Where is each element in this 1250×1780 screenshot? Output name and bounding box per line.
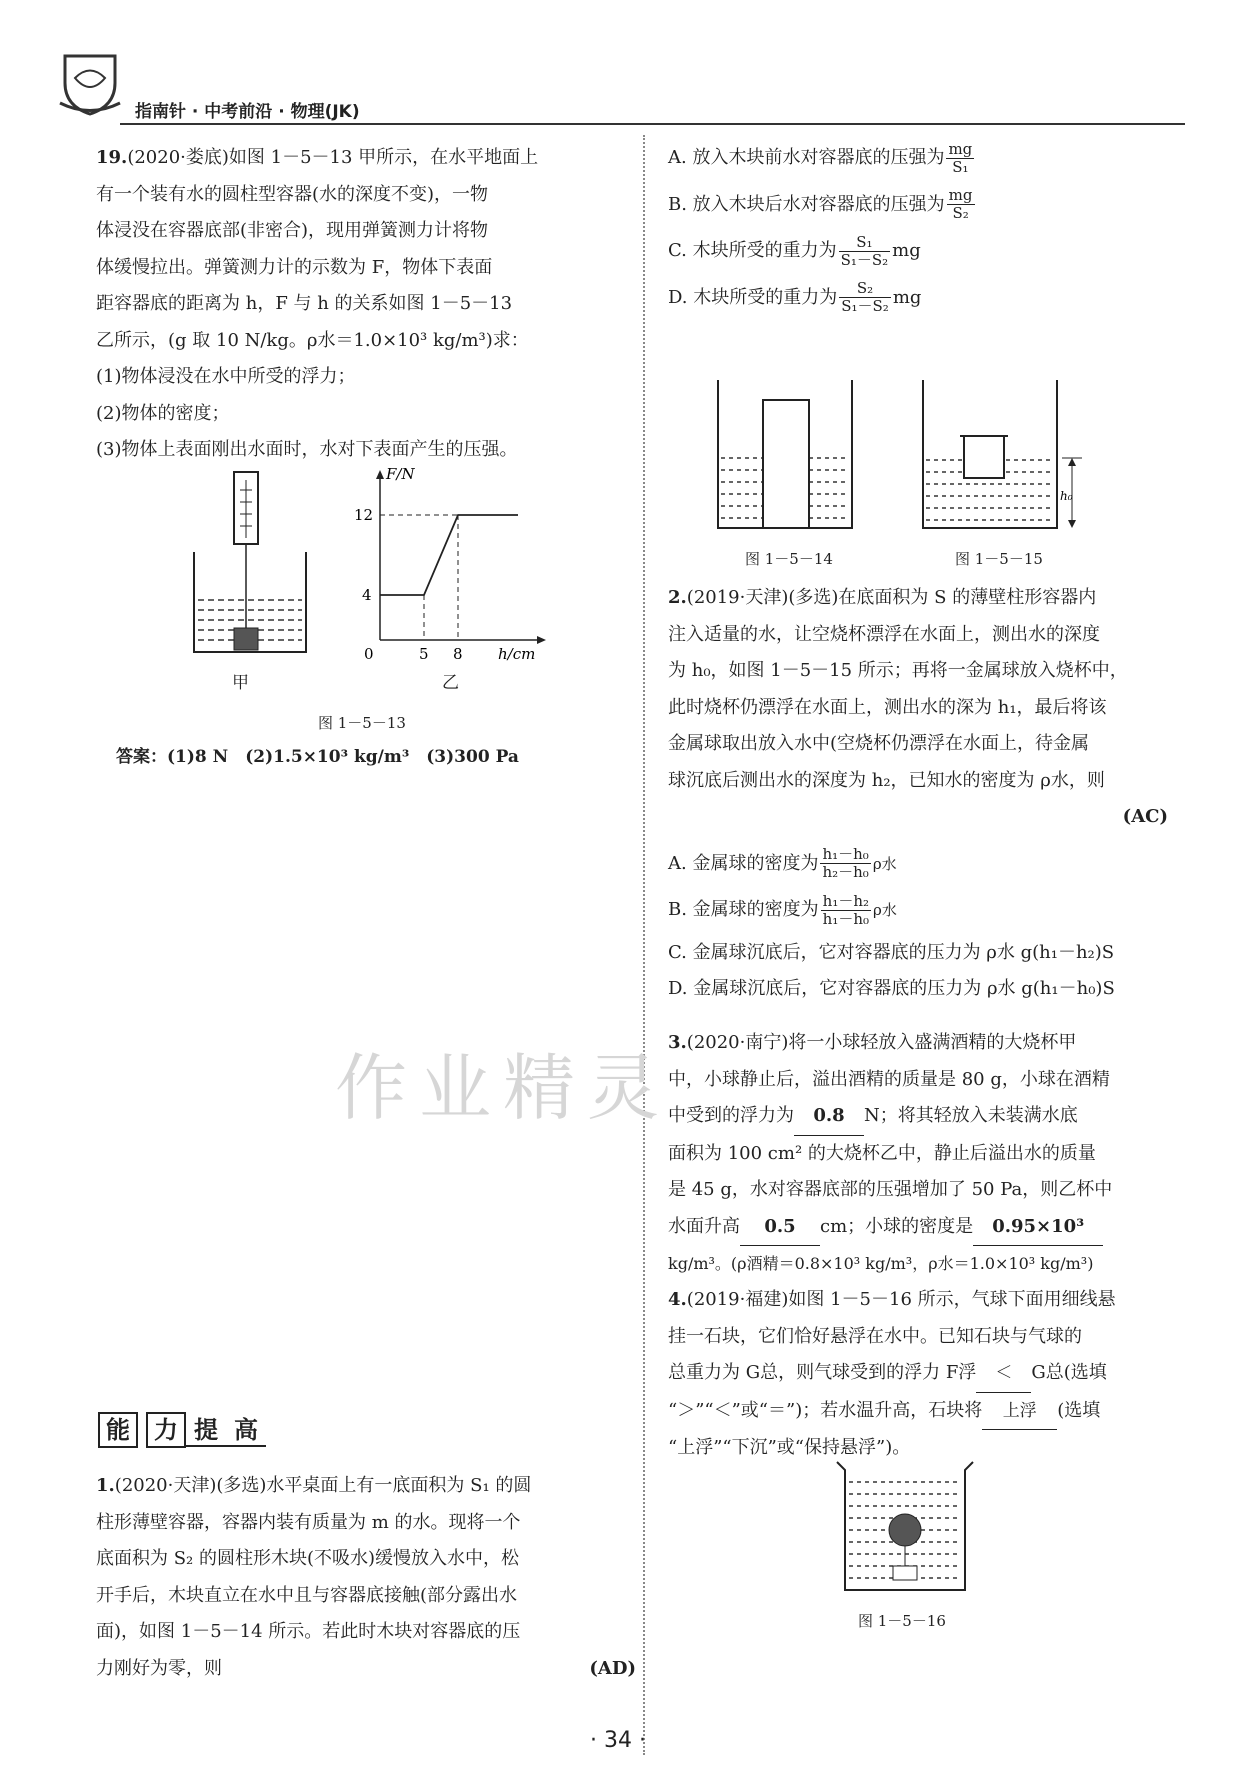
q3-line-5: 是 45 g，水对容器底部的压强增加了 50 Pa，则乙杯中 [668, 1179, 1113, 1200]
q4-line-5: “上浮”“下沉”或“保持悬浮”)。 [668, 1437, 911, 1458]
q1-line-1: 柱形薄壁容器，容器内装有质量为 m 的水。现将一个 [96, 1511, 521, 1533]
graph-y12: 12 [354, 506, 374, 524]
q1-opt-d: D. 木块所受的重力为 [668, 286, 838, 308]
q3-line-7: kg/m³。(ρ酒精＝0.8×10³ kg/m³，ρ水＝1.0×10³ kg/m³) [668, 1254, 1094, 1273]
q1-opt-d-frac: $\frac{\text{S₂}}{\text{S₁－S₂}}$ [841, 279, 889, 315]
q2-number: 2. [668, 587, 687, 608]
q1-number: 1. [96, 1475, 115, 1496]
balloon [889, 1514, 921, 1546]
q2-line-3: 此时烧杯仍漂浮在水面上，测出水的深为 h₁，最后将该 [668, 696, 1107, 718]
q2-opt-d: D. 金属球沉底后，它对容器底的压力为 ρ水 g(h₁－h₀)S [668, 978, 1115, 999]
graph-x5: 5 [419, 645, 429, 663]
q19-line-1: 有一个装有水的圆柱型容器(水的深度不变)，一物 [96, 183, 489, 205]
q19-line-4: 距容器底的距离为 h，F 与 h 的关系如图 1－5－13 [96, 293, 513, 314]
q3-blank-1: 0.8 [794, 1098, 864, 1136]
section-char-3: 提 [186, 1410, 226, 1447]
graph-curve [380, 515, 518, 595]
question-3 [668, 1025, 1168, 1283]
q1-opt-b-frac: $\frac{mg}{\text{S₂}}$ [948, 186, 973, 222]
q19-number: 19. [96, 147, 128, 168]
caption-1-5-15: 图 1－5－15 [955, 550, 1043, 568]
q4-blank-1: ＜ [976, 1355, 1031, 1393]
q1-opt-c: C. 木块所受的重力为 [668, 240, 837, 261]
q4-blank-2: 上浮 [982, 1393, 1057, 1431]
figure-1-5-15 [920, 378, 1090, 533]
q2-line-5: 球沉底后测出水的深度为 h₂，已知水的密度为 ρ水，则 [668, 769, 1105, 791]
q3-line-6a: 水面升高 [668, 1215, 740, 1237]
q3-blank-2: 0.5 [740, 1209, 820, 1247]
figure-1-5-16 [835, 1460, 975, 1595]
q4-line-4b: (选填 [1057, 1399, 1101, 1421]
q4-number: 4. [668, 1289, 687, 1310]
q1-opt-a: A. 放入木块前水对容器底的压强为 [668, 147, 945, 168]
q19-answer: 答案：(1)8 N (2)1.5×10³ kg/m³ (3)300 Pa [116, 747, 519, 767]
section-char-4: 高 [226, 1410, 266, 1447]
fig15-h0: h₀ [1060, 489, 1073, 503]
caption-1-5-14: 图 1－5－14 [745, 550, 833, 568]
label-yi: 乙 [442, 673, 459, 693]
q1-options: A. 放入木块前水对容器底的压强为 $\frac{mg}{\text{S₁}}$ B. 放入木块后水对容器底的压强为 $\frac{mg}{\text{S₂}}$ C. 木块所受的重力为 $\frac{\text{S₁}}{\text{S₁－S₂}}$ mg D. 木块所受的重力为 $\frac{\text{S₂}}{\text{S₁－S₂}}$ mg [668, 139, 973, 315]
header-title: 指南针 · 中考前沿 · 物理(JK) [135, 102, 360, 122]
q19-line-2: 体浸没在容器底部(非密合)，现用弹簧测力计将物 [96, 220, 489, 241]
q3-blank-3: 0.95×10³ [973, 1209, 1103, 1247]
figure-13-jia [190, 470, 310, 660]
q1-opt-c-frac: $\frac{\text{S₁}}{\text{S₁－S₂}}$ [840, 232, 889, 269]
header-rule [120, 123, 1185, 125]
q1-line-4: 面)，如图 1－5－14 所示。若此时木块对容器底的压 [96, 1621, 521, 1642]
q19-line-7: (2)物体的密度； [96, 402, 230, 424]
q3-line-3b: N；将其轻放入未装满水底 [864, 1105, 1078, 1126]
q2-line-4: 金属球取出放入水中(空烧杯仍漂浮在水面上，待金属 [668, 733, 1090, 754]
logo [55, 48, 125, 118]
graph-xlabel: h/cm [498, 645, 536, 663]
q3-line-3a: 中受到的浮力为 [668, 1105, 794, 1126]
q2-opt-c: C. 金属球沉底后，它对容器底的压力为 ρ水 g(h₁－h₂)S [668, 941, 1115, 963]
q19-line-8: (3)物体上表面刚出水面时，水对下表面产生的压强。 [96, 439, 518, 460]
q3-number: 3. [668, 1032, 687, 1053]
q1-line-2: 底面积为 S₂ 的圆柱形木块(不吸水)缓慢放入水中，松 [96, 1548, 520, 1569]
watermark: 作业精灵 [335, 1046, 672, 1130]
q3-line-1: (2020·南宁)将一小球轻放入盛满酒精的大烧杯甲 [686, 1032, 1077, 1053]
q2-opt-b-frac: $\frac{\text{h₁－h₂}}{\text{h₁－h₀}}$ [822, 891, 870, 928]
question-19 [96, 140, 636, 469]
question-1 [96, 1468, 636, 1687]
question-4 [668, 1282, 1168, 1467]
q4-line-3a: 总重力为 G总，则气球受到的浮力 F浮 [668, 1362, 977, 1383]
question-2: 2.(2019·天津)(多选)在底面积为 S 的薄壁柱形容器内 注入适量的水，让空烧杯漂浮在水面上，测出水的深度 为 h₀，如图 1－5－15 所示；再将一金属球放入烧杯中， 此时烧杯仍漂浮在水面上，测出水的深为 h₁，最后将该 金属球取出放入水中(空烧杯仍漂浮在水面上，待金属 球沉底后测出水的深度为 h₂，已知水的密度为 ρ水，则 (AC) A. 金属球的密度为 $\frac{\text{h₁－h₀}}{\text{h₂－h₀}}$ ρ水 B. 金属球的密度为 $\frac{\text{h₁－h₂}}{\text{h₁－h₀}}$ ρ水 C. 金属球沉底后，它对容器底的压力为 ρ水 g(h₁－h₂)S D. 金属球沉底后，它对容器底的压力为 ρ水 g(h₁－h₀)S [668, 580, 1168, 1008]
q2-opt-a: A. 金属球的密度为 [668, 852, 819, 874]
section-char-1: 能 [98, 1412, 138, 1448]
q2-line-0: (2019·天津)(多选)在底面积为 S 的薄壁柱形容器内 [686, 587, 1097, 608]
q4-line-1: (2019·福建)如图 1－5－16 所示，气球下面用细线悬 [686, 1289, 1116, 1310]
q1-line-3: 开手后，木块直立在水中且与容器底接触(部分露出水 [96, 1584, 518, 1606]
section-char-2: 力 [146, 1412, 186, 1448]
figure-1-5-14 [715, 378, 855, 533]
q19-line-3: 体缓慢拉出。弹簧测力计的示数为 F，物体下表面 [96, 256, 493, 278]
stone [893, 1566, 917, 1580]
figure-13-yi-graph [350, 465, 550, 665]
section-heading [98, 1410, 266, 1448]
q2-opt-b: B. 金属球的密度为 [668, 899, 819, 920]
column-divider [643, 135, 645, 1755]
q4-line-2: 挂一石块，它们恰好悬浮在水中。已知石块与气球的 [668, 1325, 1082, 1347]
graph-y4: 4 [362, 586, 372, 604]
q3-line-2: 中，小球静止后，溢出酒精的质量是 80 g，小球在酒精 [668, 1068, 1110, 1090]
q4-line-3b: G总(选填 [1031, 1362, 1107, 1383]
label-jia: 甲 [232, 673, 249, 693]
q4-line-4a: “＞”“＜”或“＝”)；若水温升高，石块将 [668, 1399, 983, 1421]
q19-line-6: (1)物体浸没在水中所受的浮力； [96, 366, 356, 387]
caption-1-5-16: 图 1－5－16 [858, 1612, 946, 1630]
graph-x0: 0 [364, 645, 374, 663]
q3-line-4: 面积为 100 cm² 的大烧杯乙中，静止后溢出水的质量 [668, 1142, 1096, 1164]
q19-line-0: (2020·娄底)如图 1－5－13 甲所示，在水平地面上 [127, 147, 539, 168]
graph-x8: 8 [453, 645, 463, 663]
q1-line-5: 力刚好为零，则 [96, 1657, 222, 1679]
q1-opt-a-frac: $\frac{mg}{\text{S₁}}$ [948, 139, 973, 176]
q3-line-6b: cm；小球的密度是 [820, 1215, 974, 1237]
q2-line-2: 为 h₀，如图 1－5－15 所示；再将一金属球放入烧杯中， [668, 660, 1128, 681]
q2-opt-a-frac: $\frac{\text{h₁－h₀}}{\text{h₂－h₀}}$ [822, 845, 869, 881]
q1-opt-b: B. 放入木块后水对容器底的压强为 [668, 193, 945, 215]
graph-ylabel: F/N [386, 465, 415, 483]
q1-answer: (AD) [589, 1657, 636, 1679]
page-number: · 34 · [590, 1728, 646, 1753]
caption-1-5-13: 图 1－5－13 [318, 714, 406, 732]
q2-answer: (AC) [1122, 806, 1168, 827]
q19-line-5: 乙所示，(g 取 10 N/kg。ρ水＝1.0×10³ kg/m³)求： [96, 329, 529, 351]
q1-line-0: (2020·天津)(多选)水平桌面上有一底面积为 S₁ 的圆 [114, 1475, 532, 1496]
q2-line-1: 注入适量的水，让空烧杯漂浮在水面上，测出水的深度 [668, 623, 1100, 645]
